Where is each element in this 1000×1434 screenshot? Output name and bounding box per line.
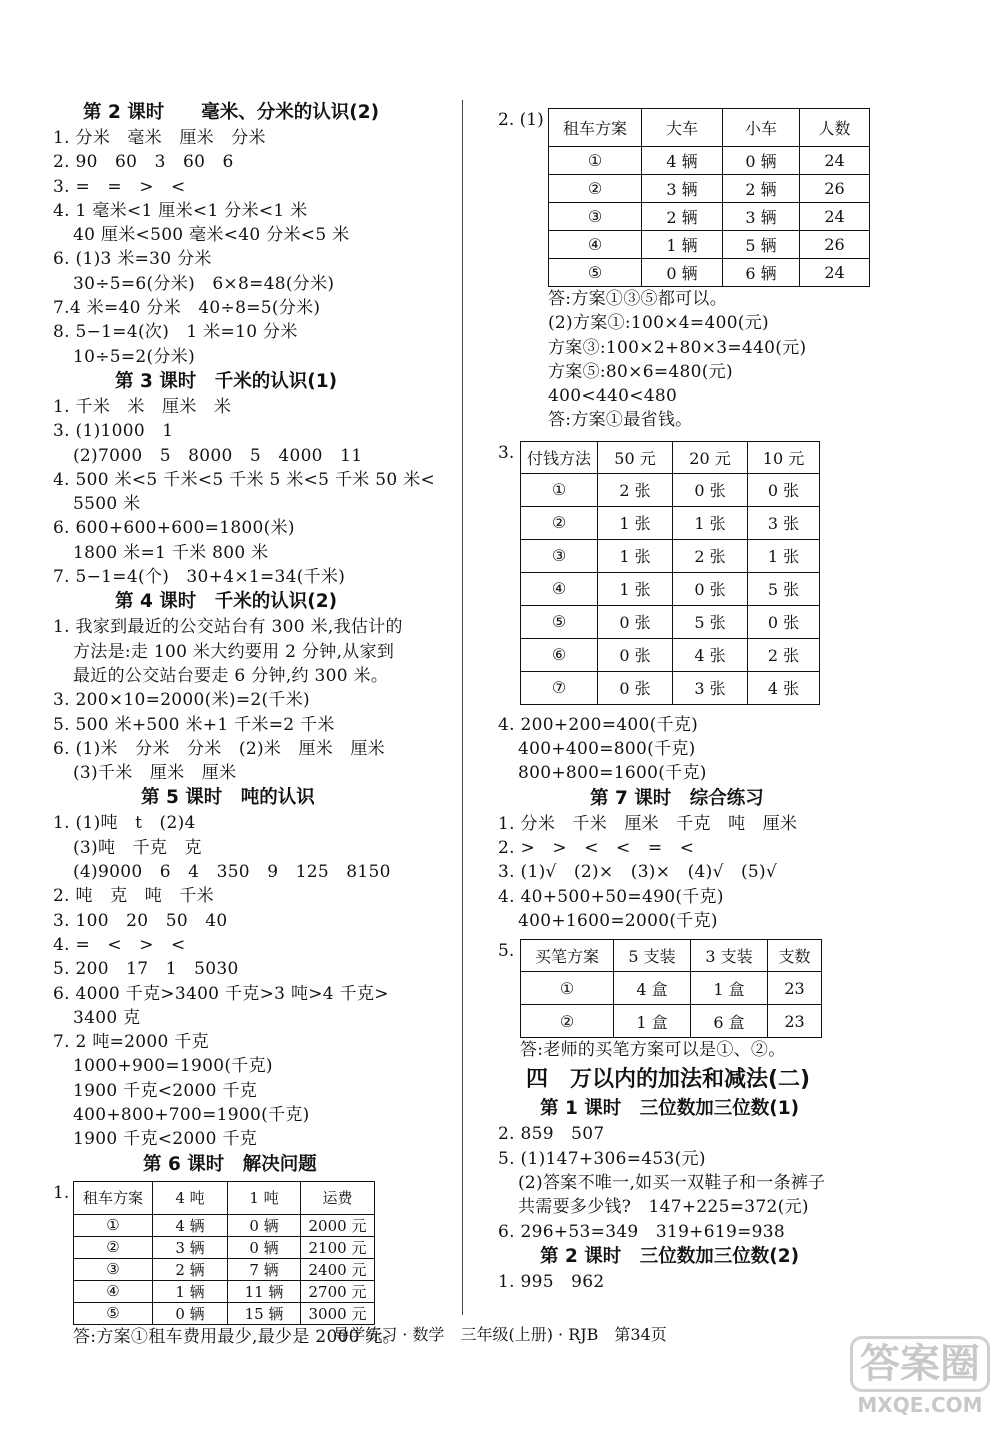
table-cell: 1 张: [673, 506, 748, 539]
answer-line: 方案③:100×2+80×3=440(元): [548, 337, 807, 358]
table-header: 10 元: [748, 441, 820, 473]
pen-purchase-table: [520, 939, 822, 1038]
table-cell: 23: [768, 972, 822, 1005]
table-cell: 2100 元: [301, 1236, 375, 1258]
answer-line: (3)吨 千克 克: [73, 837, 202, 858]
answer-line: 40 厘米<500 毫米<40 分米<5 米: [73, 225, 350, 246]
answer-line: 3400 克: [73, 1007, 141, 1028]
table-cell: 0 张: [598, 638, 673, 671]
table-cell: 2 张: [598, 473, 673, 506]
answer-line: 答:方案①租车费用最少,最少是 2000 元。: [73, 1326, 401, 1347]
table-cell: 6 盒: [691, 1005, 768, 1038]
table-cell: 0 辆: [723, 147, 800, 175]
answer-line: 2. 859 507: [498, 1124, 605, 1145]
table-cell: 24: [800, 147, 870, 175]
question-number: 5.: [498, 941, 515, 962]
pen-purchase-table-block: [498, 939, 938, 1038]
table-cell: 2 辆: [153, 1258, 228, 1280]
table-cell: 3 辆: [153, 1236, 228, 1258]
payment-table-block: [498, 441, 938, 705]
answer-line: (2)方案①:100×4=400(元): [548, 313, 769, 334]
answer-line: 3. 100 20 50 40: [53, 910, 228, 931]
answer-line: 4. = < > <: [53, 934, 186, 955]
answer-line: 答:老师的买笔方案可以是①、②。: [520, 1040, 786, 1061]
table-cell: 3000 元: [301, 1302, 375, 1324]
answer-line: 400+800+700=1900(千克): [73, 1104, 310, 1125]
table-cell: 2400 元: [301, 1258, 375, 1280]
rental-cost-table: [73, 1181, 375, 1325]
answer-line: 4. 200+200=400(千克): [498, 714, 699, 735]
table-cell: 1 盒: [691, 972, 768, 1005]
answer-line: 3. = = > <: [53, 176, 186, 197]
table-cell: 0 张: [673, 572, 748, 605]
bus-rental-table-block: [498, 108, 938, 287]
table-cell: 1 辆: [153, 1280, 228, 1302]
answer-line: 5500 米: [73, 494, 141, 515]
table-header: 小车: [723, 109, 800, 147]
answer-line: 方法是:走 100 米大约要用 2 分钟,从家到: [73, 641, 395, 662]
answer-line: 7.4 米=40 分米 40÷8=5(分米): [53, 298, 321, 319]
table-cell: 3 辆: [723, 203, 800, 231]
answer-line: 400<440<480: [548, 386, 678, 407]
table-cell: ①: [549, 147, 642, 175]
table-cell: 1 张: [598, 506, 673, 539]
table-cell: 5 张: [673, 605, 748, 638]
table-cell: ⑥: [521, 638, 598, 671]
watermark-sub-text: MXQE.COM: [857, 1393, 983, 1417]
table-cell: 2 张: [673, 539, 748, 572]
table-header: 支数: [768, 940, 822, 972]
left-column: [53, 100, 448, 1349]
answer-line: 5. 500 米+500 米+1 千米=2 千米: [53, 714, 335, 735]
column-divider: [462, 100, 463, 1315]
table-cell: ⑤: [521, 605, 598, 638]
table-cell: 0 辆: [153, 1302, 228, 1324]
table-header: 50 元: [598, 441, 673, 473]
table-cell: 0 张: [748, 473, 820, 506]
table-header: 大车: [642, 109, 723, 147]
answer-line: 5. (1)147+306=453(元): [498, 1148, 706, 1169]
answer-line: 方案⑤:80×6=480(元): [548, 361, 733, 382]
table-cell: ①: [521, 972, 614, 1005]
answer-line: 1. 分米 千米 厘米 千克 吨 厘米: [498, 813, 798, 834]
rental-cost-table-block: [53, 1181, 448, 1325]
answer-line: 1. 千米 米 厘米 米: [53, 396, 232, 417]
answer-line: 30÷5=6(分米) 6×8=48(分米): [73, 273, 335, 294]
answer-line: (2)7000 5 8000 5 4000 11: [73, 445, 363, 466]
section-heading: 第 2 课时 毫米、分米的认识(2): [83, 102, 380, 123]
table-cell: 1 盒: [614, 1005, 691, 1038]
table-header: 1 吨: [228, 1181, 301, 1214]
question-number: 3.: [498, 442, 515, 463]
table-header: 5 支装: [614, 940, 691, 972]
answer-line: 1. (1)吨 t (2)4: [53, 813, 196, 834]
table-cell: 2000 元: [301, 1214, 375, 1236]
table-header: 运费: [301, 1181, 375, 1214]
answer-line: 4. 1 毫米<1 厘米<1 分米<1 米: [53, 200, 308, 221]
answer-line: 1900 千克<2000 千克: [73, 1080, 258, 1101]
table-header: 租车方案: [549, 109, 642, 147]
answer-line: 2. > > < < = <: [498, 837, 695, 858]
answer-line: 3. (1)1000 1: [53, 421, 174, 442]
table-cell: 0 张: [598, 605, 673, 638]
answer-line: 3. (1)√ (2)× (3)× (4)√ (5)√: [498, 862, 778, 883]
table-cell: ①: [521, 473, 598, 506]
answer-line: 1000+900=1900(千克): [73, 1056, 273, 1077]
answer-line: 1. 分米 毫米 厘米 分米: [53, 128, 266, 148]
answer-line: 3. 200×10=2000(米)=2(千米): [53, 690, 310, 711]
table-cell: 3 张: [748, 506, 820, 539]
answer-line: 6. (1)3 米=30 分米: [53, 249, 212, 270]
table-cell: 24: [800, 259, 870, 287]
question-number: 2. (1): [498, 110, 544, 130]
table-cell: 4 张: [748, 671, 820, 704]
table-cell: 2 辆: [723, 175, 800, 203]
table-cell: 2700 元: [301, 1280, 375, 1302]
table-header: 付钱方法: [521, 441, 598, 473]
answer-line: 400+400=800(千克): [518, 739, 696, 760]
answer-line: 7. 5−1=4(个) 30+4×1=34(千米): [53, 567, 346, 588]
section-heading: 第 6 课时 解决问题: [143, 1153, 317, 1175]
answer-line: 10÷5=2(分米): [73, 346, 196, 367]
answer-line: 6. (1)米 分米 分米 (2)米 厘米 厘米: [53, 738, 385, 759]
answer-line: (2)答案不唯一,如买一双鞋子和一条裤子: [518, 1173, 826, 1194]
answer-line: 2. 吨 克 吨 千米: [53, 886, 214, 907]
table-cell: 0 辆: [228, 1214, 301, 1236]
table-cell: 1 张: [598, 572, 673, 605]
table-header: 人数: [800, 109, 870, 147]
table-cell: 26: [800, 175, 870, 203]
payment-table: [520, 441, 820, 705]
table-cell: ②: [521, 1005, 614, 1038]
table-cell: 3 张: [673, 671, 748, 704]
answer-line: (4)9000 6 4 350 9 125 8150: [73, 862, 391, 883]
table-cell: ③: [74, 1258, 153, 1280]
table-cell: 2 张: [748, 638, 820, 671]
table-cell: 2 辆: [642, 203, 723, 231]
right-column: [498, 100, 938, 1294]
answer-line: 1. 995 962: [498, 1271, 605, 1292]
table-header: 租车方案: [74, 1181, 153, 1214]
table-cell: 1 张: [748, 539, 820, 572]
table-cell: 4 张: [673, 638, 748, 671]
table-cell: ④: [549, 231, 642, 259]
table-cell: 0 张: [748, 605, 820, 638]
answer-line: 4. 500 米<5 千米<5 千米 5 米<5 千米 50 米<: [53, 469, 436, 490]
answer-line: 6. 600+600+600=1800(米): [53, 518, 295, 539]
table-cell: ②: [74, 1236, 153, 1258]
table-cell: ③: [549, 203, 642, 231]
answer-line: 400+1600=2000(千克): [518, 910, 718, 931]
table-cell: 5 张: [748, 572, 820, 605]
table-cell: 1 张: [598, 539, 673, 572]
table-cell: 0 辆: [642, 259, 723, 287]
table-cell: 0 张: [673, 473, 748, 506]
answer-line: 6. 4000 千克>3400 千克>3 吨>4 千克>: [53, 983, 389, 1004]
section-heading: 第 2 课时 三位数加三位数(2): [540, 1245, 800, 1267]
table-cell: 26: [800, 231, 870, 259]
table-cell: ①: [74, 1214, 153, 1236]
section-heading: 第 4 课时 千米的认识(2): [115, 591, 338, 613]
table-header: 买笔方案: [521, 940, 614, 972]
answer-line: 8. 5−1=4(次) 1 米=10 分米: [53, 322, 298, 343]
answer-line: 5. 200 17 1 5030: [53, 959, 239, 980]
table-cell: 3 辆: [642, 175, 723, 203]
answer-line: 答:方案①③⑤都可以。: [548, 289, 728, 309]
answer-line: (3)千米 厘米 厘米: [73, 763, 237, 784]
table-cell: 5 辆: [723, 231, 800, 259]
answer-line: 1900 千克<2000 千克: [73, 1129, 258, 1150]
site-watermark-logo: [850, 1336, 990, 1426]
table-cell: 23: [768, 1005, 822, 1038]
table-cell: ②: [549, 175, 642, 203]
table-cell: ③: [521, 539, 598, 572]
table-cell: 6 辆: [723, 259, 800, 287]
answer-line: 800+800=1600(千克): [518, 763, 707, 784]
section-heading: 第 1 课时 三位数加三位数(1): [540, 1098, 800, 1120]
table-cell: 4 辆: [642, 147, 723, 175]
table-cell: 15 辆: [228, 1302, 301, 1324]
table-cell: 1 辆: [642, 231, 723, 259]
table-cell: ④: [521, 572, 598, 605]
answer-line: 6. 296+53=349 319+619=938: [498, 1221, 785, 1242]
table-cell: ⑤: [549, 259, 642, 287]
section-heading: 第 3 课时 千米的认识(1): [115, 370, 338, 392]
question-number: 1.: [53, 1182, 70, 1203]
answer-line: 7. 2 吨=2000 千克: [53, 1032, 209, 1053]
answer-line: 1800 米=1 千米 800 米: [73, 542, 269, 563]
table-cell: ④: [74, 1280, 153, 1302]
answer-line: 答:方案①最省钱。: [548, 410, 693, 431]
table-cell: 7 辆: [228, 1258, 301, 1280]
section-heading: 第 7 课时 综合练习: [590, 787, 764, 809]
table-header: 20 元: [673, 441, 748, 473]
table-cell: ⑦: [521, 671, 598, 704]
table-cell: 0 张: [598, 671, 673, 704]
answer-line: 共需要多少钱? 147+225=372(元): [518, 1197, 809, 1218]
table-cell: ②: [521, 506, 598, 539]
table-cell: 4 盒: [614, 972, 691, 1005]
table-cell: 11 辆: [228, 1280, 301, 1302]
table-cell: 0 辆: [228, 1236, 301, 1258]
section-heading: 第 5 课时 吨的认识: [141, 787, 315, 809]
answer-line: 2. 90 60 3 60 6: [53, 152, 234, 173]
answer-line: 1. 我家到最近的公交站台有 300 米,我估计的: [53, 617, 403, 638]
bus-rental-table: [548, 108, 870, 287]
watermark-main-text: 答案圈: [850, 1336, 990, 1392]
answer-line: 最近的公交站台要走 6 分钟,约 300 米。: [73, 665, 389, 686]
table-header: 4 吨: [153, 1181, 228, 1214]
answer-line: 4. 40+500+50=490(千克): [498, 886, 724, 907]
unit-title: 四 万以内的加法和减法(二): [526, 1067, 811, 1093]
table-header: 3 支装: [691, 940, 768, 972]
table-cell: ⑤: [74, 1302, 153, 1324]
table-cell: 24: [800, 203, 870, 231]
page-footer: 导学练习 · 数学 三年级(上册) · RJB 第34页: [333, 1325, 667, 1344]
table-cell: 4 辆: [153, 1214, 228, 1236]
